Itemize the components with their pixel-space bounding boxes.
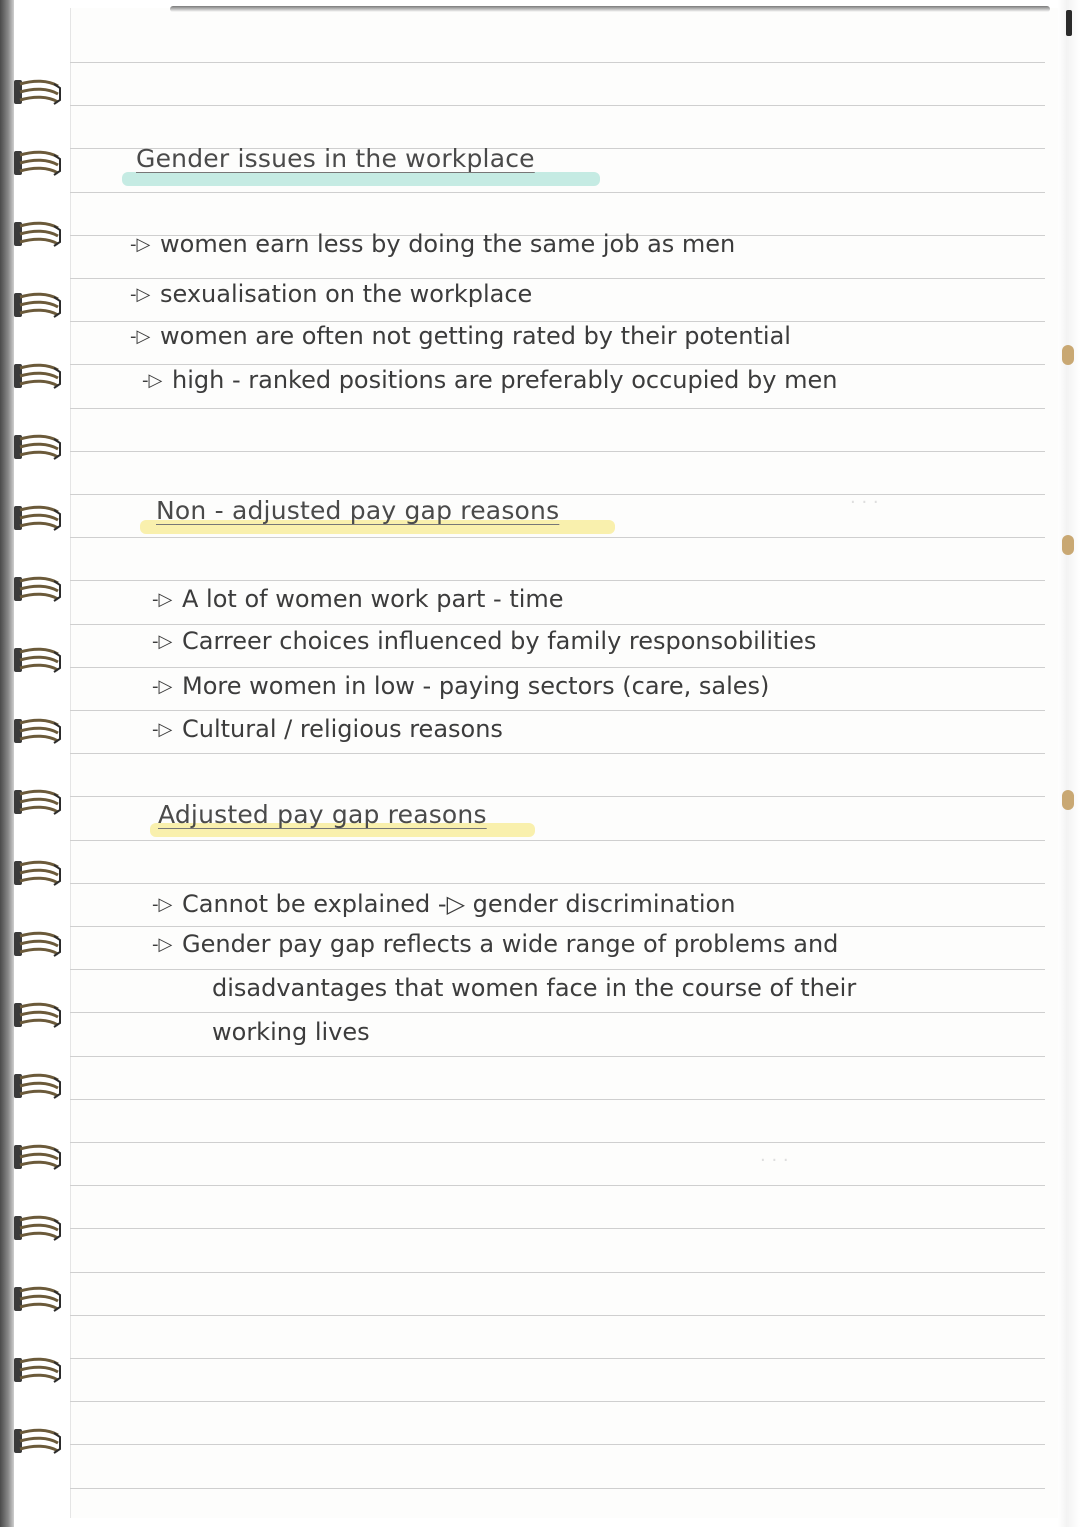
spiral-ring xyxy=(14,78,62,106)
ruled-line xyxy=(70,62,1045,63)
ruled-line xyxy=(70,278,1045,279)
spiral-ring xyxy=(14,1427,62,1455)
ruled-line xyxy=(70,192,1045,193)
section-title: Adjusted pay gap reasons xyxy=(158,800,487,829)
spiral-ring xyxy=(14,717,62,745)
arrow-icon: -▷ xyxy=(142,370,163,391)
ruled-line xyxy=(70,753,1045,754)
ruled-line xyxy=(70,624,1045,625)
list-item-text: More women in low - paying sectors (care, sales) xyxy=(182,672,770,700)
page-top-edge xyxy=(170,6,1050,12)
ruled-line xyxy=(70,667,1045,668)
list-item-text: high - ranked positions are preferably occupied by men xyxy=(172,366,838,394)
spiral-ring xyxy=(14,859,62,887)
arrow-icon: -▷ xyxy=(152,934,173,955)
title-highlight xyxy=(122,172,600,186)
show-through-text: · · · xyxy=(850,492,879,513)
ruled-line xyxy=(70,1012,1045,1013)
arrow-icon: -▷ xyxy=(130,326,151,347)
list-item-continuation: working lives xyxy=(212,1018,370,1046)
spiral-ring xyxy=(14,1143,62,1171)
spiral-ring xyxy=(14,433,62,461)
ruled-line xyxy=(70,537,1045,538)
list-item-text: Cannot be explained -▷ gender discrimination xyxy=(182,890,736,918)
arrow-icon: -▷ xyxy=(152,589,173,610)
ruled-line xyxy=(70,364,1045,365)
spiral-ring xyxy=(14,788,62,816)
ruled-line xyxy=(70,969,1045,970)
ruled-line xyxy=(70,1488,1045,1489)
ruled-line xyxy=(70,494,1045,495)
spiral-ring xyxy=(14,220,62,248)
divider-tab xyxy=(1062,345,1074,365)
arrow-icon: -▷ xyxy=(152,894,173,915)
list-item-text: A lot of women work part - time xyxy=(182,585,564,613)
ruled-line xyxy=(70,408,1045,409)
binding-edge xyxy=(0,0,14,1527)
list-item-text: Cultural / religious reasons xyxy=(182,715,503,743)
ruled-line xyxy=(70,710,1045,711)
ruled-line xyxy=(70,1358,1045,1359)
list-item xyxy=(152,930,838,958)
spiral-ring xyxy=(14,1001,62,1029)
arrow-icon: -▷ xyxy=(130,284,151,305)
ruled-line xyxy=(70,926,1045,927)
list-item xyxy=(152,585,564,613)
page-right-edge xyxy=(1058,0,1080,1527)
ruled-line xyxy=(70,1142,1045,1143)
ruled-line xyxy=(70,883,1045,884)
spiral-ring xyxy=(14,1356,62,1384)
spiral-ring xyxy=(14,1285,62,1313)
list-item xyxy=(142,366,837,394)
list-item xyxy=(152,890,735,918)
ruled-line xyxy=(70,105,1045,106)
arrow-icon: -▷ xyxy=(152,719,173,740)
ruled-line xyxy=(70,1444,1045,1445)
ruled-line xyxy=(70,580,1045,581)
ruled-line xyxy=(70,1315,1045,1316)
page-corner-mark xyxy=(1066,10,1072,36)
spiral-ring xyxy=(14,291,62,319)
spiral-ring xyxy=(14,362,62,390)
list-item-text: Carreer choices influenced by family responsobilities xyxy=(182,627,817,655)
list-item xyxy=(130,280,532,308)
spiral-ring xyxy=(14,1214,62,1242)
spiral-ring xyxy=(14,646,62,674)
divider-tab xyxy=(1062,535,1074,555)
spiral-ring xyxy=(14,1072,62,1100)
spiral-ring xyxy=(14,575,62,603)
list-item xyxy=(152,715,503,743)
spiral-ring xyxy=(14,504,62,532)
divider-tab xyxy=(1062,790,1074,810)
ruled-line xyxy=(70,1185,1045,1186)
section-title: Gender issues in the workplace xyxy=(136,144,535,173)
ruled-line xyxy=(70,1099,1045,1100)
ruled-line xyxy=(70,1228,1045,1229)
list-item xyxy=(130,322,791,350)
show-through-text: · · · xyxy=(760,1150,789,1171)
arrow-icon: -▷ xyxy=(152,631,173,652)
ruled-line xyxy=(70,840,1045,841)
list-item-text: sexualisation on the workplace xyxy=(160,280,533,308)
list-item-text: women are often not getting rated by their potential xyxy=(160,322,791,350)
list-item-text: Gender pay gap reflects a wide range of problems and xyxy=(182,930,839,958)
section-title: Non - adjusted pay gap reasons xyxy=(156,496,560,525)
ruled-line xyxy=(70,1056,1045,1057)
spiral-ring xyxy=(14,930,62,958)
ruled-line xyxy=(70,1272,1045,1273)
list-item-continuation: disadvantages that women face in the course of their xyxy=(212,974,857,1002)
arrow-icon: -▷ xyxy=(152,676,173,697)
ruled-line xyxy=(70,1401,1045,1402)
list-item xyxy=(152,672,769,700)
list-item xyxy=(152,627,816,655)
list-item-text: women earn less by doing the same job as men xyxy=(160,230,736,258)
ruled-line xyxy=(70,796,1045,797)
spiral-ring xyxy=(14,149,62,177)
ruled-line xyxy=(70,451,1045,452)
list-item xyxy=(130,230,735,258)
arrow-icon: -▷ xyxy=(130,234,151,255)
